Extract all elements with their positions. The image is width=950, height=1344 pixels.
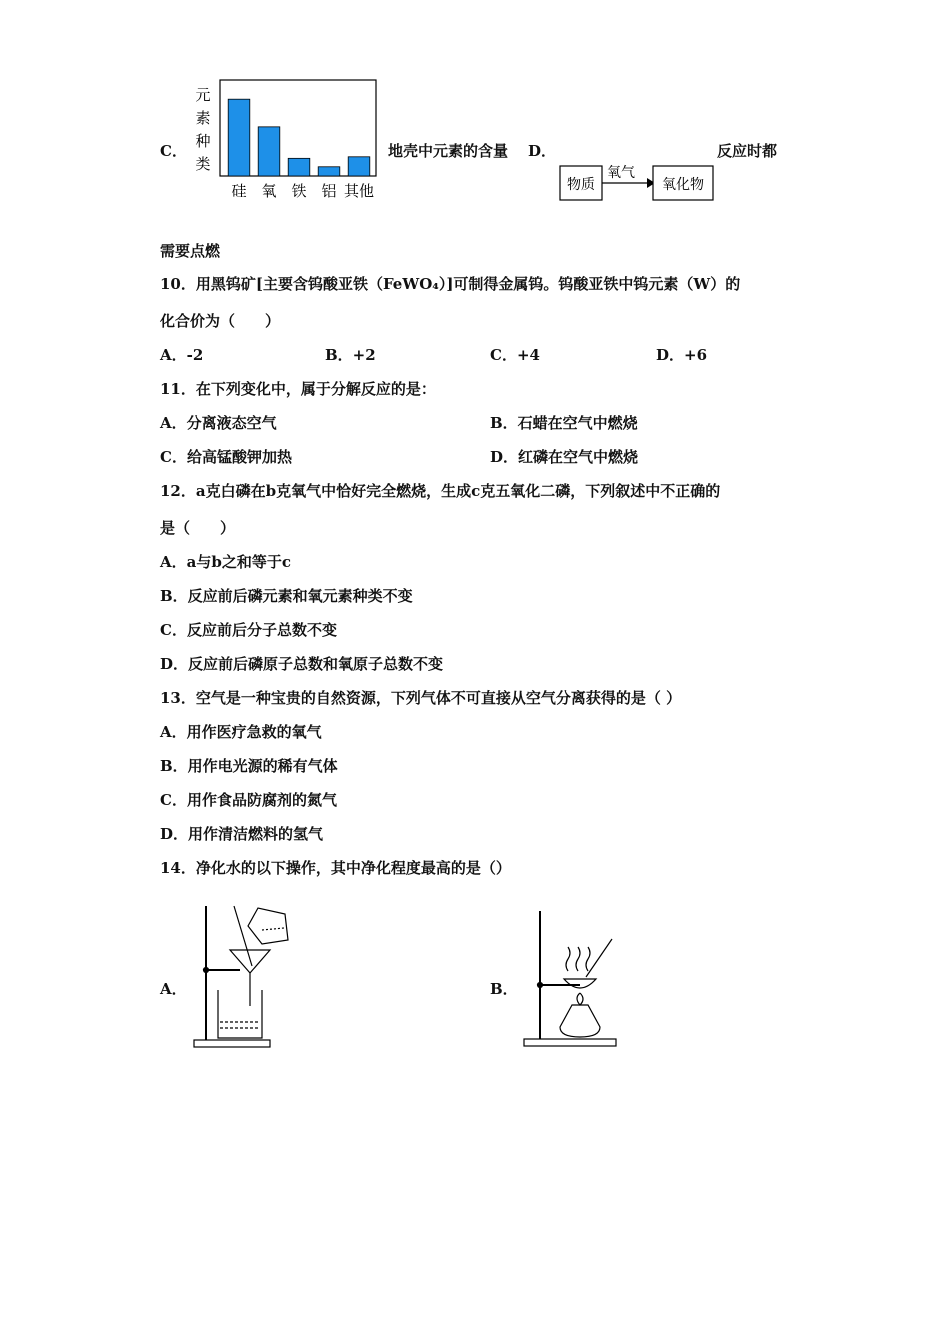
q11-option-c: C．给高锰酸钾加热 (160, 448, 292, 466)
q14-option-b-label: B． (490, 980, 518, 998)
q12-stem-line2: 是（ ） (160, 519, 236, 537)
q13-option-b: B．用作电光源的稀有气体 (160, 757, 338, 775)
q14-stem: 14．净化水的以下操作，其中净化程度最高的是（） (160, 859, 511, 877)
bar (228, 99, 250, 176)
q10-stem-line1: 10．用黑钨矿[主要含钨酸亚铁（FeWO₄）]可制得金属钨。钨酸亚铁中钨元素（W）的 (160, 275, 741, 293)
steam-right (586, 947, 590, 971)
stand-base (194, 1040, 270, 1047)
q10-option-c: C．+4 (490, 346, 540, 364)
q10-option-d: D．+6 (656, 346, 708, 364)
q9-option-c-label: C． (160, 142, 187, 160)
q11-option-d: D．红磷在空气中燃烧 (490, 448, 639, 466)
element-content-bar-chart (190, 78, 390, 204)
q14-option-a-label: A． (160, 980, 187, 998)
y-axis-label-char: 元 (195, 86, 211, 104)
bar (348, 157, 370, 176)
bar (288, 158, 310, 176)
evaporation-apparatus-figure (520, 905, 630, 1050)
y-axis-label-char: 种 (195, 132, 211, 150)
q11-stem: 11．在下列变化中，属于分解反应的是： (160, 380, 436, 398)
q11-option-a: A．分离液态空气 (160, 414, 277, 432)
q9-option-d-caption-cont: 需要点燃 (160, 242, 221, 260)
q10-stem-line2: 化合价为（ ） (160, 312, 281, 330)
receiving-beaker (218, 990, 262, 1038)
q12-option-d: D．反应前后磷原子总数和氧原子总数不变 (160, 655, 444, 673)
x-tick-label: 其他 (343, 182, 375, 200)
q13-option-d: D．用作清洁燃料的氢气 (160, 825, 324, 843)
q9-option-c-caption: 地壳中元素的含量 (388, 142, 509, 160)
beaker-liquid (262, 928, 284, 930)
pouring-beaker (248, 908, 288, 944)
flame-icon (577, 993, 583, 1005)
arrow-label: 氧气 (607, 165, 635, 181)
steam-mid (576, 947, 580, 971)
glass-rod (586, 939, 612, 977)
y-axis-label-char: 素 (195, 109, 211, 127)
evaporating-dish (564, 979, 596, 988)
q12-option-c: C．反应前后分子总数不变 (160, 621, 337, 639)
q9-option-d-label: D． (528, 142, 557, 160)
x-tick-label: 铝 (321, 182, 337, 200)
filtration-apparatus-figure (190, 900, 305, 1050)
q13-stem: 13．空气是一种宝贵的自然资源，下列气体不可直接从空气分离获得的是（ ） (160, 689, 682, 707)
q12-stem-line1: 12．a克白磷在b克氧气中恰好完全燃烧，生成c克五氧化二磷，下列叙述中不正确的 (160, 482, 721, 500)
q10-option-b: B．+2 (325, 346, 376, 364)
q13-option-a: A．用作医疗急救的氧气 (160, 723, 322, 741)
bar (258, 127, 280, 176)
steam-left (566, 947, 570, 971)
bar (318, 167, 340, 176)
stand-base (524, 1039, 616, 1046)
reaction-diagram (555, 158, 720, 204)
q11-option-b: B．石蜡在空气中燃烧 (490, 414, 638, 432)
x-tick-label: 硅 (231, 182, 247, 200)
alcohol-lamp (560, 1005, 600, 1037)
clamp-screw (204, 968, 209, 973)
oxide-box-label: 氧化物 (662, 177, 704, 193)
q10-option-a: A．-2 (160, 346, 204, 364)
q9-option-d-caption: 反应时都 (717, 142, 778, 160)
q12-option-a: A．a与b之和等于c (160, 553, 291, 571)
y-axis-label-char: 类 (195, 155, 211, 173)
x-tick-label: 铁 (291, 182, 307, 200)
q13-option-c: C．用作食品防腐剂的氮气 (160, 791, 337, 809)
x-tick-label: 氧 (261, 182, 277, 200)
substance-box-label: 物质 (567, 177, 595, 193)
q12-option-b: B．反应前后磷元素和氧元素种类不变 (160, 587, 413, 605)
